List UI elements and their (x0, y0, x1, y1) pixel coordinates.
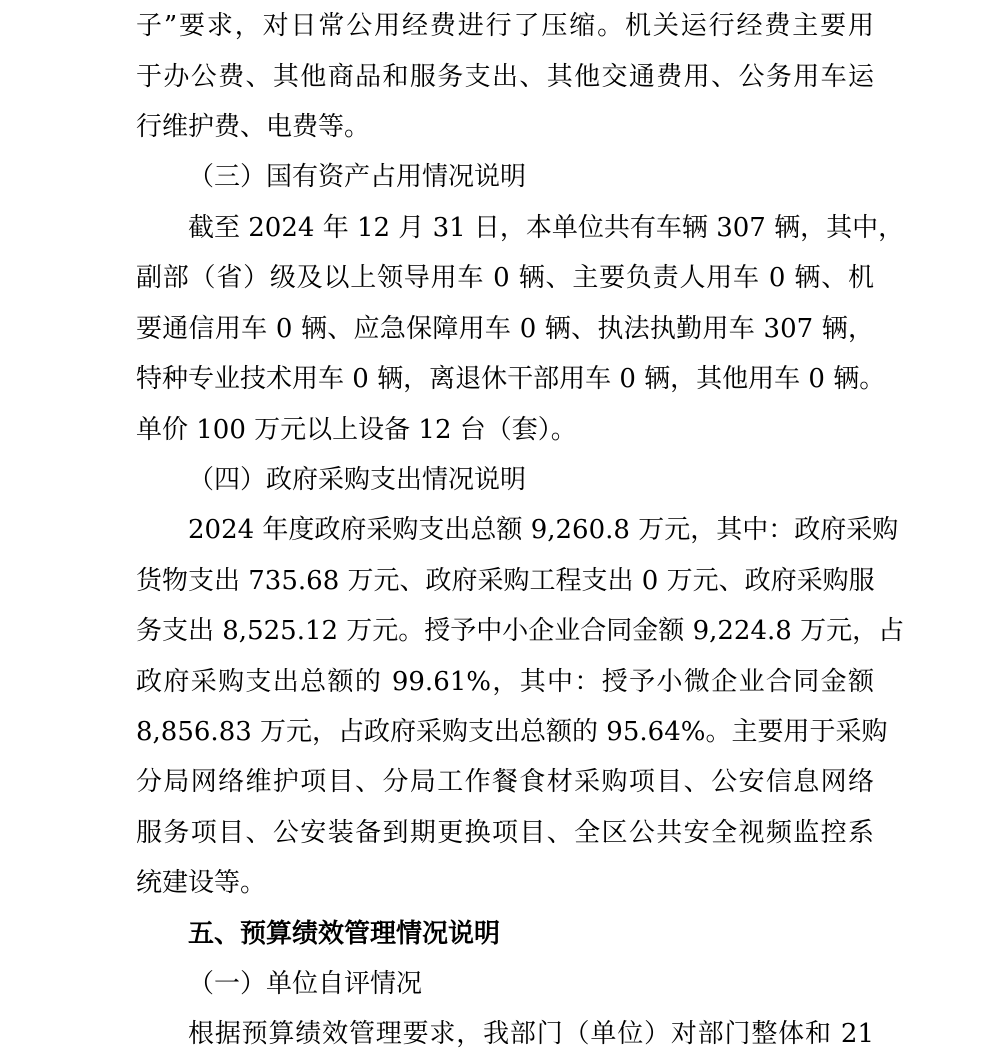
paragraph-line: 根据预算绩效管理要求，我部门（单位）对部门整体和 21 (188, 1019, 874, 1049)
section-heading: （三）国有资产占用情况说明 (188, 162, 527, 192)
paragraph-line: 单价 100 万元以上设备 12 台（套）。 (136, 415, 577, 445)
paragraph-line: 要通信用车 0 辆、应急保障用车 0 辆、执法执勤用车 307 辆， (136, 314, 874, 344)
paragraph-line: 行维护费、电费等。 (136, 112, 371, 142)
paragraph-line: 于办公费、其他商品和服务支出、其他交通费用、公务用车运 (136, 62, 874, 92)
paragraph-line: 副部（省）级及以上领导用车 0 辆、主要负责人用车 0 辆、机 (136, 263, 874, 293)
paragraph-line: 2024 年度政府采购支出总额 9,260.8 万元，其中：政府采购 (188, 515, 899, 545)
paragraph-line: 特种专业技术用车 0 辆，离退休干部用车 0 辆，其他用车 0 辆。 (136, 364, 886, 394)
paragraph-line: 货物支出 735.68 万元、政府采购工程支出 0 万元、政府采购服 (136, 566, 875, 596)
paragraph-line: 8,856.83 万元，占政府采购支出总额的 95.64%。主要用于采购 (136, 717, 888, 747)
section-heading: （四）政府采购支出情况说明 (188, 465, 527, 495)
paragraph-line: 分局网络维护项目、分局工作餐食材采购项目、公安信息网络 (136, 767, 874, 797)
paragraph-line: 截至 2024 年 12 月 31 日，本单位共有车辆 307 辆，其中， (188, 213, 905, 243)
paragraph-line: 务支出 8,525.12 万元。授予中小企业合同金额 9,224.8 万元，占 (136, 616, 905, 646)
chapter-heading: 五、预算绩效管理情况说明 (188, 919, 501, 949)
paragraph-line: 统建设等。 (136, 868, 267, 898)
paragraph-line: 服务项目、公安装备到期更换项目、全区公共安全视频监控系 (136, 818, 874, 848)
section-heading: （一）单位自评情况 (188, 969, 423, 999)
paragraph-line: 子”要求，对日常公用经费进行了压缩。机关运行经费主要用 (136, 11, 874, 41)
paragraph-line: 政府采购支出总额的 99.61%，其中：授予小微企业合同金额 (136, 667, 874, 697)
